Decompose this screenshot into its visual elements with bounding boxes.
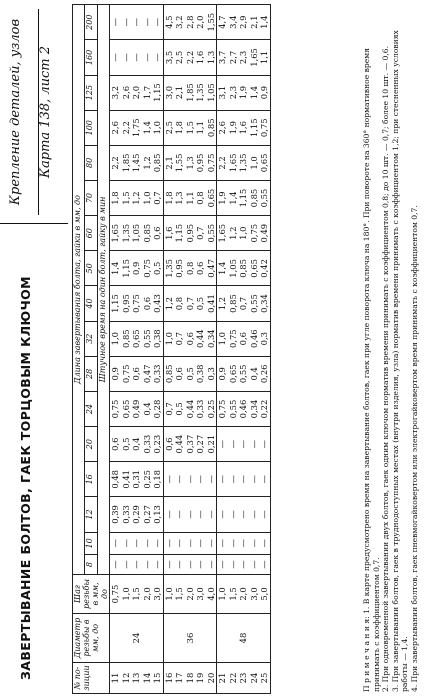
time-cell: 4,5 3,2 2,8 2,0 1,55	[163, 5, 217, 40]
length-header-cell: 16	[85, 462, 97, 497]
length-header-cell: 80	[85, 145, 97, 180]
length-header-cell: 160	[85, 40, 97, 75]
diameter-cell: 24	[110, 614, 164, 663]
length-header-cell: 8	[85, 555, 97, 575]
table-row	[163, 5, 217, 694]
time-cell: 0,75 0,65 0,49 0,4 0,28	[110, 391, 164, 426]
note-4: 4. При завертывании болтов, гаек пневмогайковертом или электрогайковертом время принимать с коэффициентом 0,7.	[409, 205, 419, 692]
length-header-cell: 32	[85, 321, 97, 356]
length-header-cell: 12	[85, 497, 97, 532]
header-card-number: Карта 138, лист 2	[38, 45, 53, 179]
time-cell: 2,2 1,65 1,35 1,0 0,65	[217, 145, 271, 180]
time-cell: 0,48 0,41 0,31 0,25 0,18	[110, 462, 164, 497]
time-cell: 1,2 0,8 0,7 0,5 0,41	[163, 286, 217, 321]
time-cell: 2,6 2,2 1,75 1,4 1,0	[110, 110, 164, 145]
note-2: 2. При одновременной завертывании двух болтов, гаек одним ключом норматив времени принимать с коэффициентом 0,8; до 10 шт. — 0,7; более 10 шт. — 0,6.	[381, 45, 391, 692]
norms-table	[72, 4, 271, 694]
position-cell: 16 17 18 19 20	[163, 663, 217, 694]
time-cell: — — — — —	[217, 427, 271, 462]
col-header-pitch: Шаг резьбы в мм, до	[73, 575, 110, 614]
time-cell: 2,1 1,55 1,3 0,95 0,75	[163, 145, 217, 180]
time-cell: 0,9 0,65 0,55 0,4 0,26	[217, 356, 271, 391]
header-section-name: Крепление деталей, узлов	[8, 9, 39, 215]
notes-block	[362, 6, 420, 692]
header-box	[0, 3, 68, 224]
time-cell: 3,0 2,1 1,85 1,35 1,05	[163, 75, 217, 110]
length-header-cell: 50	[85, 251, 97, 286]
diameter-cell: 36	[163, 614, 217, 663]
time-cell: — — — — —	[217, 462, 271, 497]
time-cell: — — — — —	[217, 555, 271, 575]
time-cell: 1,65 1,2 1,0 0,75 0,49	[217, 216, 271, 251]
time-cell: — — — — —	[163, 532, 217, 555]
time-cell: 0,6 0,5 0,4 0,33 0,23	[110, 427, 164, 462]
time-cell: 1,9 1,4 1,15 0,85 0,55	[217, 180, 271, 215]
time-cell: 0,39 0,33 0,29 0,27 0,13	[110, 497, 164, 532]
table-body	[110, 5, 271, 694]
time-cell: 1,8 1,3 1,1 0,8 0,65	[163, 180, 217, 215]
length-header-cell: 24	[85, 391, 97, 426]
time-cell: 1,15 0,95 0,75 0,6 0,43	[110, 286, 164, 321]
time-cell: 1,2 0,85 0,7 0,55 0,34	[217, 286, 271, 321]
position-cell: 11 12 13 14 15	[110, 663, 164, 694]
diameter-cell: 48	[217, 614, 271, 663]
time-cell: 1,0 0,7 0,6 0,44 0,34	[163, 321, 217, 356]
time-cell: 2,5 1,8 1,5 1,1 0,85	[163, 110, 217, 145]
time-cell: 0,85 0,6 0,5 0,38 0,3	[163, 356, 217, 391]
time-cell: 4,7 3,4 2,9 2,1 1,4	[217, 5, 271, 40]
time-cell: — — — — —	[163, 462, 217, 497]
note-1: П р и м е ч а н и я: 1. В карте предусмотрено время на завертывание болтов, гаек при угле поворота ключа на 180°. При повороте на 360° нормативное время принимать с коэффициентом 0,7.	[362, 48, 381, 692]
time-cell: — — — — —	[110, 40, 164, 75]
time-cell: — — — — —	[217, 497, 271, 532]
time-cell: 1,4 1,05 0,85 0,65 0,42	[217, 251, 271, 286]
time-cell: 1,4 1,15 0,9 0,75 0,5	[110, 251, 164, 286]
table-row	[110, 5, 164, 694]
time-cell: 0,6 0,44 0,37 0,27 0,21	[163, 427, 217, 462]
time-cell: 0,9 0,75 0,6 0,47 0,33	[110, 356, 164, 391]
length-header-cell: 100	[85, 110, 97, 145]
pitch-cell: 1,0 1,5 2,0 3,0 5,0	[217, 575, 271, 614]
length-header-cell: 20	[85, 427, 97, 462]
position-cell: 21 22 23 24 25	[217, 663, 271, 694]
length-header-cell: 40	[85, 286, 97, 321]
time-cell: — — — — —	[217, 532, 271, 555]
time-cell: 2,6 1,9 1,6 1,15 0,75	[217, 110, 271, 145]
length-header-cell: 10	[85, 532, 97, 555]
time-cell: 1,6 1,15 0,95 0,7 0,55	[163, 216, 217, 251]
time-cell: 1,8 1,5 1,2 1,0 0,7	[110, 180, 164, 215]
time-cell: — — — — —	[110, 5, 164, 40]
time-cell: 1,65 1,35 1,05 0,85 0,6	[110, 216, 164, 251]
time-cell: 3,1 2,3 1,9 1,4 0,9	[217, 75, 271, 110]
time-cell: 3,7 2,7 2,3 1,65 1,1	[217, 40, 271, 75]
time-cell: 0,7 0,5 0,44 0,33 0,25	[163, 391, 217, 426]
length-caption: Длина завертывания болта, гайки в мм, до	[73, 5, 85, 575]
length-header-cell: 70	[85, 180, 97, 215]
time-cell: 1,0 0,85 0,65 0,55 0,38	[110, 321, 164, 356]
time-cell: — — — — —	[110, 555, 164, 575]
length-header-cell: 60	[85, 216, 97, 251]
note-3: 3. При завертывании болтов, гаек в труднодоступных местах (внутри изделия, узла) норматив времени принимать с коэффициентом 1,2; при стесненных условиях работы — 1,4.	[390, 30, 410, 692]
time-caption: Штучное время на один болт, гайку в мин	[97, 5, 109, 575]
page-title: ЗАВЕРТЫВАНИЕ БОЛТОВ, ГАЕК ТОРЦОВЫМ КЛЮЧОМ	[18, 276, 33, 680]
length-header-cell: 200	[85, 5, 97, 40]
col-header-position: № по- зиции	[73, 663, 110, 694]
table-row	[217, 5, 271, 694]
time-cell: 0,75 0,55 0,46 0,34 0,22	[217, 391, 271, 426]
time-cell: 1,0 0,75 0,6 0,46 0,3	[217, 321, 271, 356]
time-cell: — — — — —	[110, 532, 164, 555]
col-header-diameter: Диаметр резьбы в мм, до	[73, 614, 110, 663]
length-header-cell: 125	[85, 75, 97, 110]
length-header-cell: 28	[85, 356, 97, 391]
time-cell: 3,2 2,6 2,0 1,7 1,15	[110, 75, 164, 110]
time-cell: — — — — —	[163, 497, 217, 532]
time-cell: 1,35 0,95 0,8 0,6 0,47	[163, 251, 217, 286]
time-cell: — — — — —	[163, 555, 217, 575]
time-cell: 2,2 1,85 1,45 1,2 0,85	[110, 145, 164, 180]
pitch-cell: 0,75 1,0 1,5 2,0 3,0	[110, 575, 164, 614]
time-cell: 3,5 2,5 2,2 1,6 1,3	[163, 40, 217, 75]
pitch-cell: 1,0 1,5 2,0 3,0 4,0	[163, 575, 217, 614]
